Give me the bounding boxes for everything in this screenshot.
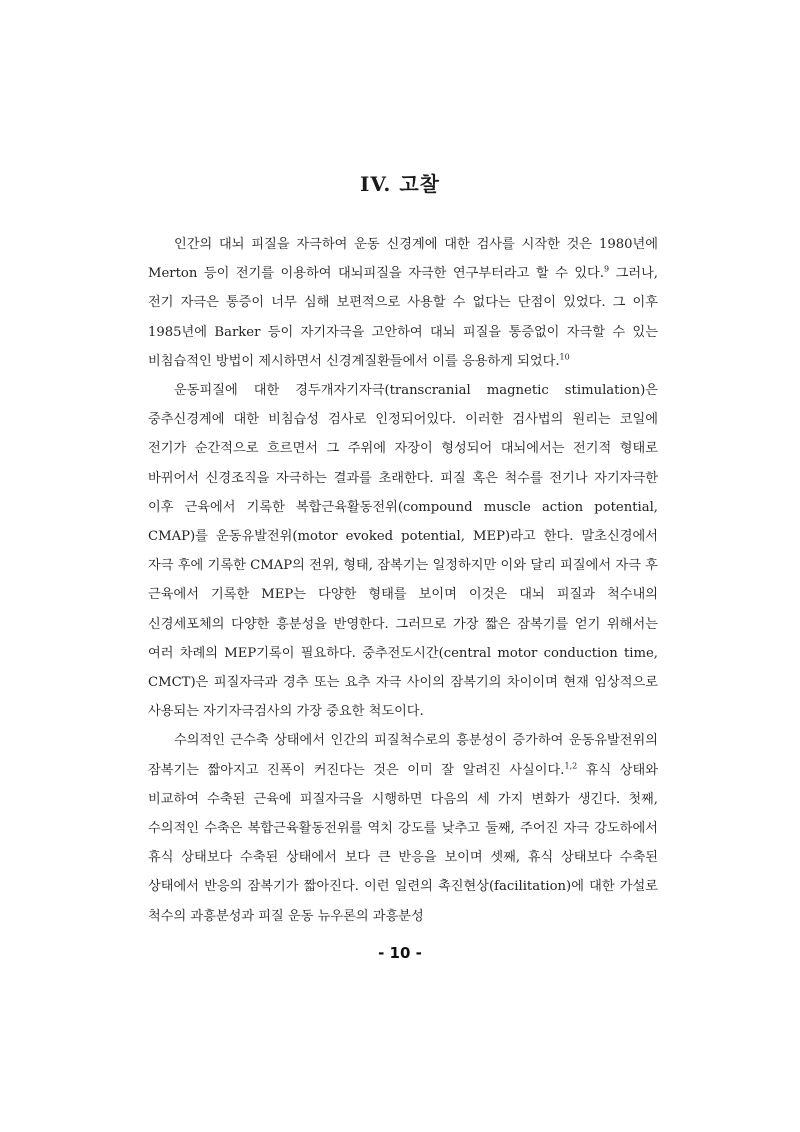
citation-ref: 10 (559, 352, 570, 362)
citation-ref: 9 (604, 264, 610, 274)
paragraph-text: 그러나, 전기 자극은 통증이 너무 심해 보편적으로 사용할 수 없다는 단점이 있었다. 그 이후 1985년에 Barker 등이 자기자극을 고안하여 대뇌 피질을 통증없이 자극할 수 있는 비침습적인 방법이 제시하면서 신경계질환들에서 이를 응용하게 되었다. (148, 266, 659, 369)
paragraph-2 (148, 376, 658, 726)
paragraph-text: 인간의 대뇌 피질을 자극하여 운동 신경계에 대한 검사를 시작한 것은 1980년에 Merton 등이 전기를 이용하여 대뇌피질을 자극한 연구부터라고 할 수 있다. (148, 237, 658, 282)
paragraph-1 (148, 230, 658, 376)
page-number: - 10 - (378, 944, 422, 962)
paragraph-text: 운동피질에 대한 경두개자기자극(transcranial magnetic stimulation)은 중추신경계에 대한 비침습성 검사로 인정되어있다. 이러한 검사법의 원리는 코일에 전기가 순간적으로 흐르면서 그 주위에 자장이 형성되어 대뇌에서는 전기적 형태로 바뀌어서 신경조직을 자극하는 결과를 초래한다. 피질 혹은 척수를 전기나 자기자극한 이후 근육에서 기록한 복합근육활동전위(compound muscle action potential, CMAP)를 운동유발전위(motor evoked potential, MEP)라고 한다. 말초신경에서 자극 후에 기록한 CMAP의 전위, 형태, 잠복기는 일정하지만 이와 달리 피질에서 자극 후 근육에서 기록한 MEP는 다양한 형태를 보이며 이것은 대뇌 피질과 척수내의 신경세포체의 다양한 흥분성을 반영한다. 그러므로 가장 짧은 잠복기를 얻기 위해서는 여러 차례의 MEP기록이 필요하다. 중추전도시간(central motor conduction time, CMCT)은 피질자극과 경추 또는 요추 자극 사이의 잠복기의 차이이며 현재 임상적으로 사용되는 자기자극검사의 가장 중요한 척도이다. (148, 383, 658, 720)
citation-ref: 1,2 (564, 761, 578, 771)
paragraph-3 (148, 726, 658, 930)
section-title: IV. 고찰 (360, 172, 440, 196)
body-text (148, 230, 658, 931)
paragraph-text: 휴식 상태와 비교하여 수축된 근육에 피질자극을 시행하면 다음의 세 가지 변화가 생긴다. 첫째, 수의적인 수축은 복합근육활동전위를 역치 강도를 낮추고 둘째, 주어진 자극 강도하에서 휴식 상태보다 수축된 상태에서 보다 큰 반응을 보이며 셋째, 휴식 상태보다 수축된 상태에서 반응의 잠복기가 짧아진다. 이런 일련의 촉진현상(facilitation)에 대한 가설로 척수의 과흥분성과 피질 운동 뉴우론의 과흥분성 (148, 762, 658, 924)
paragraph-text: 수의적인 근수축 상태에서 인간의 피질척수로의 흥분성이 증가하여 운동유발전위의 잠복기는 짧아지고 진폭이 커진다는 것은 이미 잘 알려진 사실이다. (148, 733, 658, 778)
